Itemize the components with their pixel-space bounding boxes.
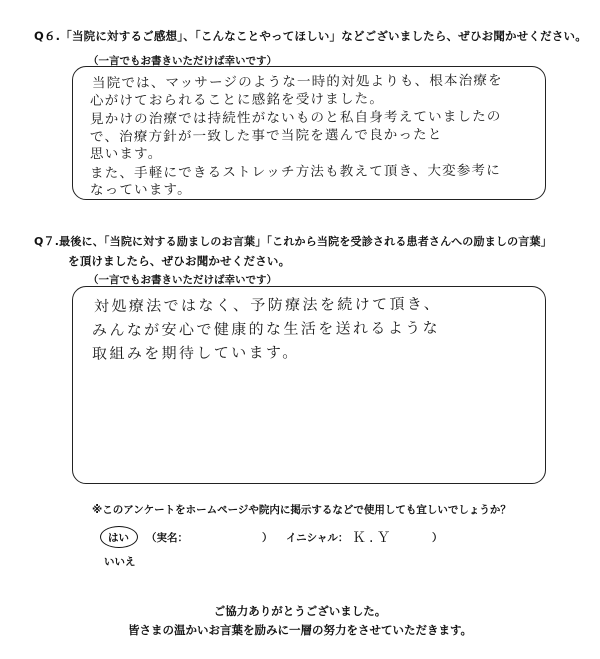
initial-label: イニシャル： xyxy=(286,532,349,544)
q6-answer-line: 見かけの治療では持続性がないものと私自身考えていましたの xyxy=(89,108,502,128)
real-name-label: （実名： xyxy=(146,532,188,544)
consent-question: ※このアンケートをホームページや院内に掲示するなどで使用しても宜しいでしょうか？ xyxy=(92,504,511,516)
footer-message: 皆さまの温かいお言葉を励みに一層の努力をさせていただきます。 xyxy=(127,623,473,637)
q7-answer-line: 取組みを期待しています。 xyxy=(91,343,300,363)
q6-answer-line: また、手軽にできるストレッチ方法も教えて頂き、大変参考に xyxy=(89,162,502,182)
q6-note: （一言でもお書きいただけば幸いです） xyxy=(88,55,277,67)
footer-thanks: ご協力ありがとうございました。 xyxy=(213,604,387,618)
initial-close: ） xyxy=(432,532,443,544)
real-name-close: ） xyxy=(262,532,273,544)
q7-answer-line: 対処療法ではなく、予防療法を続けて頂き、 xyxy=(93,294,442,316)
consent-yes[interactable]: はい xyxy=(108,532,129,544)
q6-answer-line: 思います。 xyxy=(89,145,163,163)
q6-answer-line: で、治療方針が一致した事で当院を選んで良かったと xyxy=(89,126,443,146)
q6-answer-line: 心がけておられることに感銘を受けました。 xyxy=(89,90,385,110)
q7-question-line2: を頂けましたら、ぜひお聞かせください。 xyxy=(68,254,291,268)
consent-no[interactable]: いいえ xyxy=(104,556,136,568)
q7-answer-line: みんなが安心で健康的な生活を送れるような xyxy=(91,318,441,340)
q6-answer-line: なっています。 xyxy=(89,181,192,199)
q7-note: （一言でもお書きいただけば幸いです） xyxy=(88,274,277,286)
q7-question-line1: Q７.最後に、「当院に対する励ましのお言葉」「これから当院を受診される患者さんへの励ましの言葉」 xyxy=(34,235,552,248)
q6-answer-line: 当院では、マッサージのような一時的対処よりも、根本治療を xyxy=(91,72,503,92)
q6-question: Q６.「当院に対するご感想」、「こんなことやってほしい」などございましたら、ぜひお聞かせください。 xyxy=(34,29,587,43)
initial-value: Ｋ.Ｙ xyxy=(352,530,394,546)
